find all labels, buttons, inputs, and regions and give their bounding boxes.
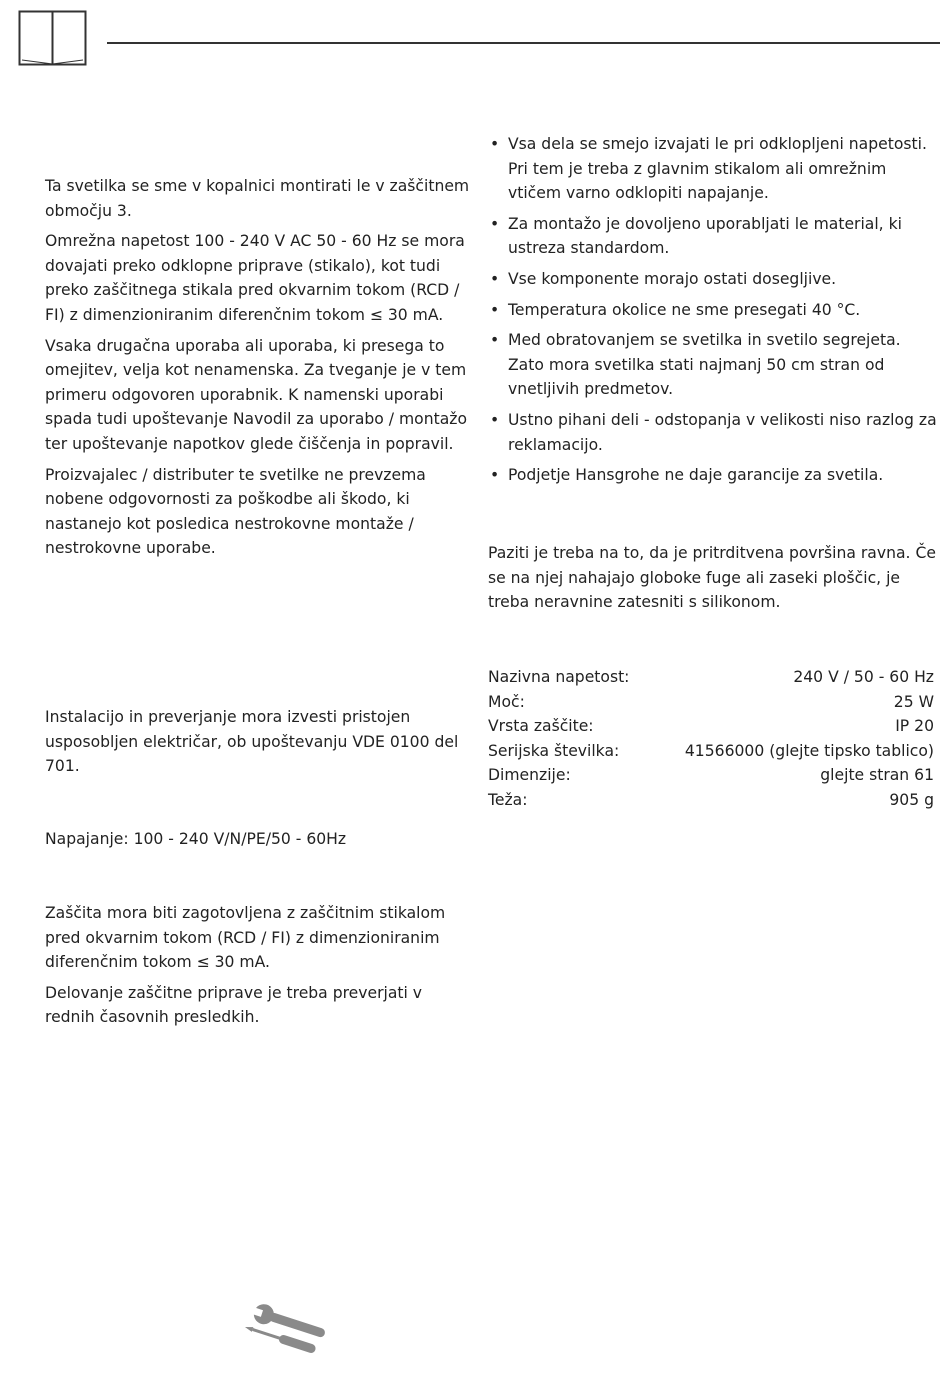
bullet-icon: • (490, 410, 500, 429)
book-icon (18, 10, 88, 68)
installation-section (45, 705, 470, 785)
list-item: • Ustno pihani deli - odstopanja v velikosti niso razlog za reklamacijo. (488, 408, 940, 457)
paragraph: Zaščita mora biti zagotovljena z zaščitnim stikalom pred okvarnim tokom (RCD / FI) z dimenzioniranim diferenčnim tokom ≤ 30 mA. (45, 904, 446, 972)
spec-label: Nazivna napetost: (488, 668, 630, 686)
table-row (488, 665, 934, 690)
specs-table (488, 665, 934, 813)
bullet-icon: • (490, 135, 500, 153)
spec-value: glejte stran 61 (820, 766, 934, 785)
spec-label: Dimenzije: (488, 766, 571, 785)
spec-label: Vrsta zaščite: (488, 717, 594, 736)
table-row (488, 788, 934, 813)
paragraph: Paziti je treba na to, da je pritrditvena površina ravna. Če se na njej nahajajo globoke fuge ali zaseki ploščic, je treba neravnine zatesniti s silikonom. (488, 544, 936, 612)
bullet-list (488, 132, 940, 488)
list-item: • Temperatura okolice ne sme presegati 40 °C. (488, 298, 940, 323)
bullet-icon: • (490, 214, 500, 233)
spec-value: 25 W (893, 692, 934, 711)
protection-section (45, 901, 470, 1036)
surface-section (488, 541, 940, 621)
list-item: • Podjetje Hansgrohe ne daje garancije za svetila. (488, 463, 940, 488)
bullet-icon: • (490, 269, 500, 288)
tools-icon (240, 1300, 330, 1360)
spec-label: Serijska številka: (488, 741, 620, 760)
spec-label: Teža: (488, 790, 528, 809)
header-rule (107, 42, 940, 44)
spec-value: 240 V / 50 - 60 Hz (793, 668, 934, 686)
spec-value: 905 g (889, 790, 934, 809)
paragraph: Instalacijo in preverjanje mora izvesti pristojen usposobljen električar, ob upoštevanju VDE 0100 del 701. (45, 708, 459, 776)
spec-value: IP 20 (895, 717, 934, 736)
specs-section (488, 665, 940, 813)
list-item: • Za montažo je dovoljeno uporabljati le material, ki ustreza standardom. (488, 212, 940, 261)
paragraph: Proizvajalec / distributer te svetilke ne prevzema nobene odgovornosti za poškodbe ali škodo, ki nastanejo kot posledica nestrokovne montaže / nestrokovne uporabe. (45, 465, 426, 558)
supply-section (45, 827, 470, 858)
paragraph: Omrežna napetost 100 - 240 V AC 50 - 60 Hz se mora dovajati preko odklopne priprave (stikalo), kot tudi preko zaščitnega stikala pred okvarnim tokom (RCD / FI) z dimenzioniranim diferenčnim tokom ≤ 30 mA. (45, 232, 465, 324)
paragraph: Vsaka drugačna uporaba ali uporaba, ki presega to omejitev, velja kot nenamenska. Za tveganje je v tem primeru odgovoren uporabnik. K namenski uporabi spada tudi upoštevanje Navodil za uporabo / montažo ter upoštevanje napotkov glede čiščenja in popravil. (45, 336, 467, 453)
intro-section (45, 174, 470, 567)
list-item: • Med obratovanjem se svetilka in svetilo segrejeta. Zato mora svetilka stati najmanj 50 cm stran od vnetljivih predmetov. (488, 328, 940, 402)
bullet-icon: • (490, 331, 500, 350)
table-row (488, 739, 934, 764)
bullet-icon: • (490, 466, 500, 485)
spec-value: 41566000 (glejte tipsko tablico) (684, 741, 934, 760)
safety-section (488, 132, 940, 494)
table-row (488, 690, 934, 715)
list-item: • Vse komponente morajo ostati dosegljive. (488, 267, 940, 292)
table-row (488, 714, 934, 739)
list-item: • Vsa dela se smejo izvajati le pri odklopljeni napetosti. Pri tem je treba z glavnim stikalom ali omrežnim vtičem varno odklopiti napajanje. (488, 132, 940, 206)
bullet-icon: • (490, 300, 500, 319)
table-row (488, 763, 934, 788)
spec-label: Moč: (488, 692, 525, 711)
paragraph: Ta svetilka se sme v kopalnici montirati le v zaščitnem območju 3. (45, 177, 470, 220)
paragraph: Napajanje: 100 - 240 V/N/PE/50 - 60Hz (45, 830, 347, 848)
paragraph: Delovanje zaščitne priprave je treba preverjati v rednih časovnih presledkih. (45, 983, 423, 1027)
